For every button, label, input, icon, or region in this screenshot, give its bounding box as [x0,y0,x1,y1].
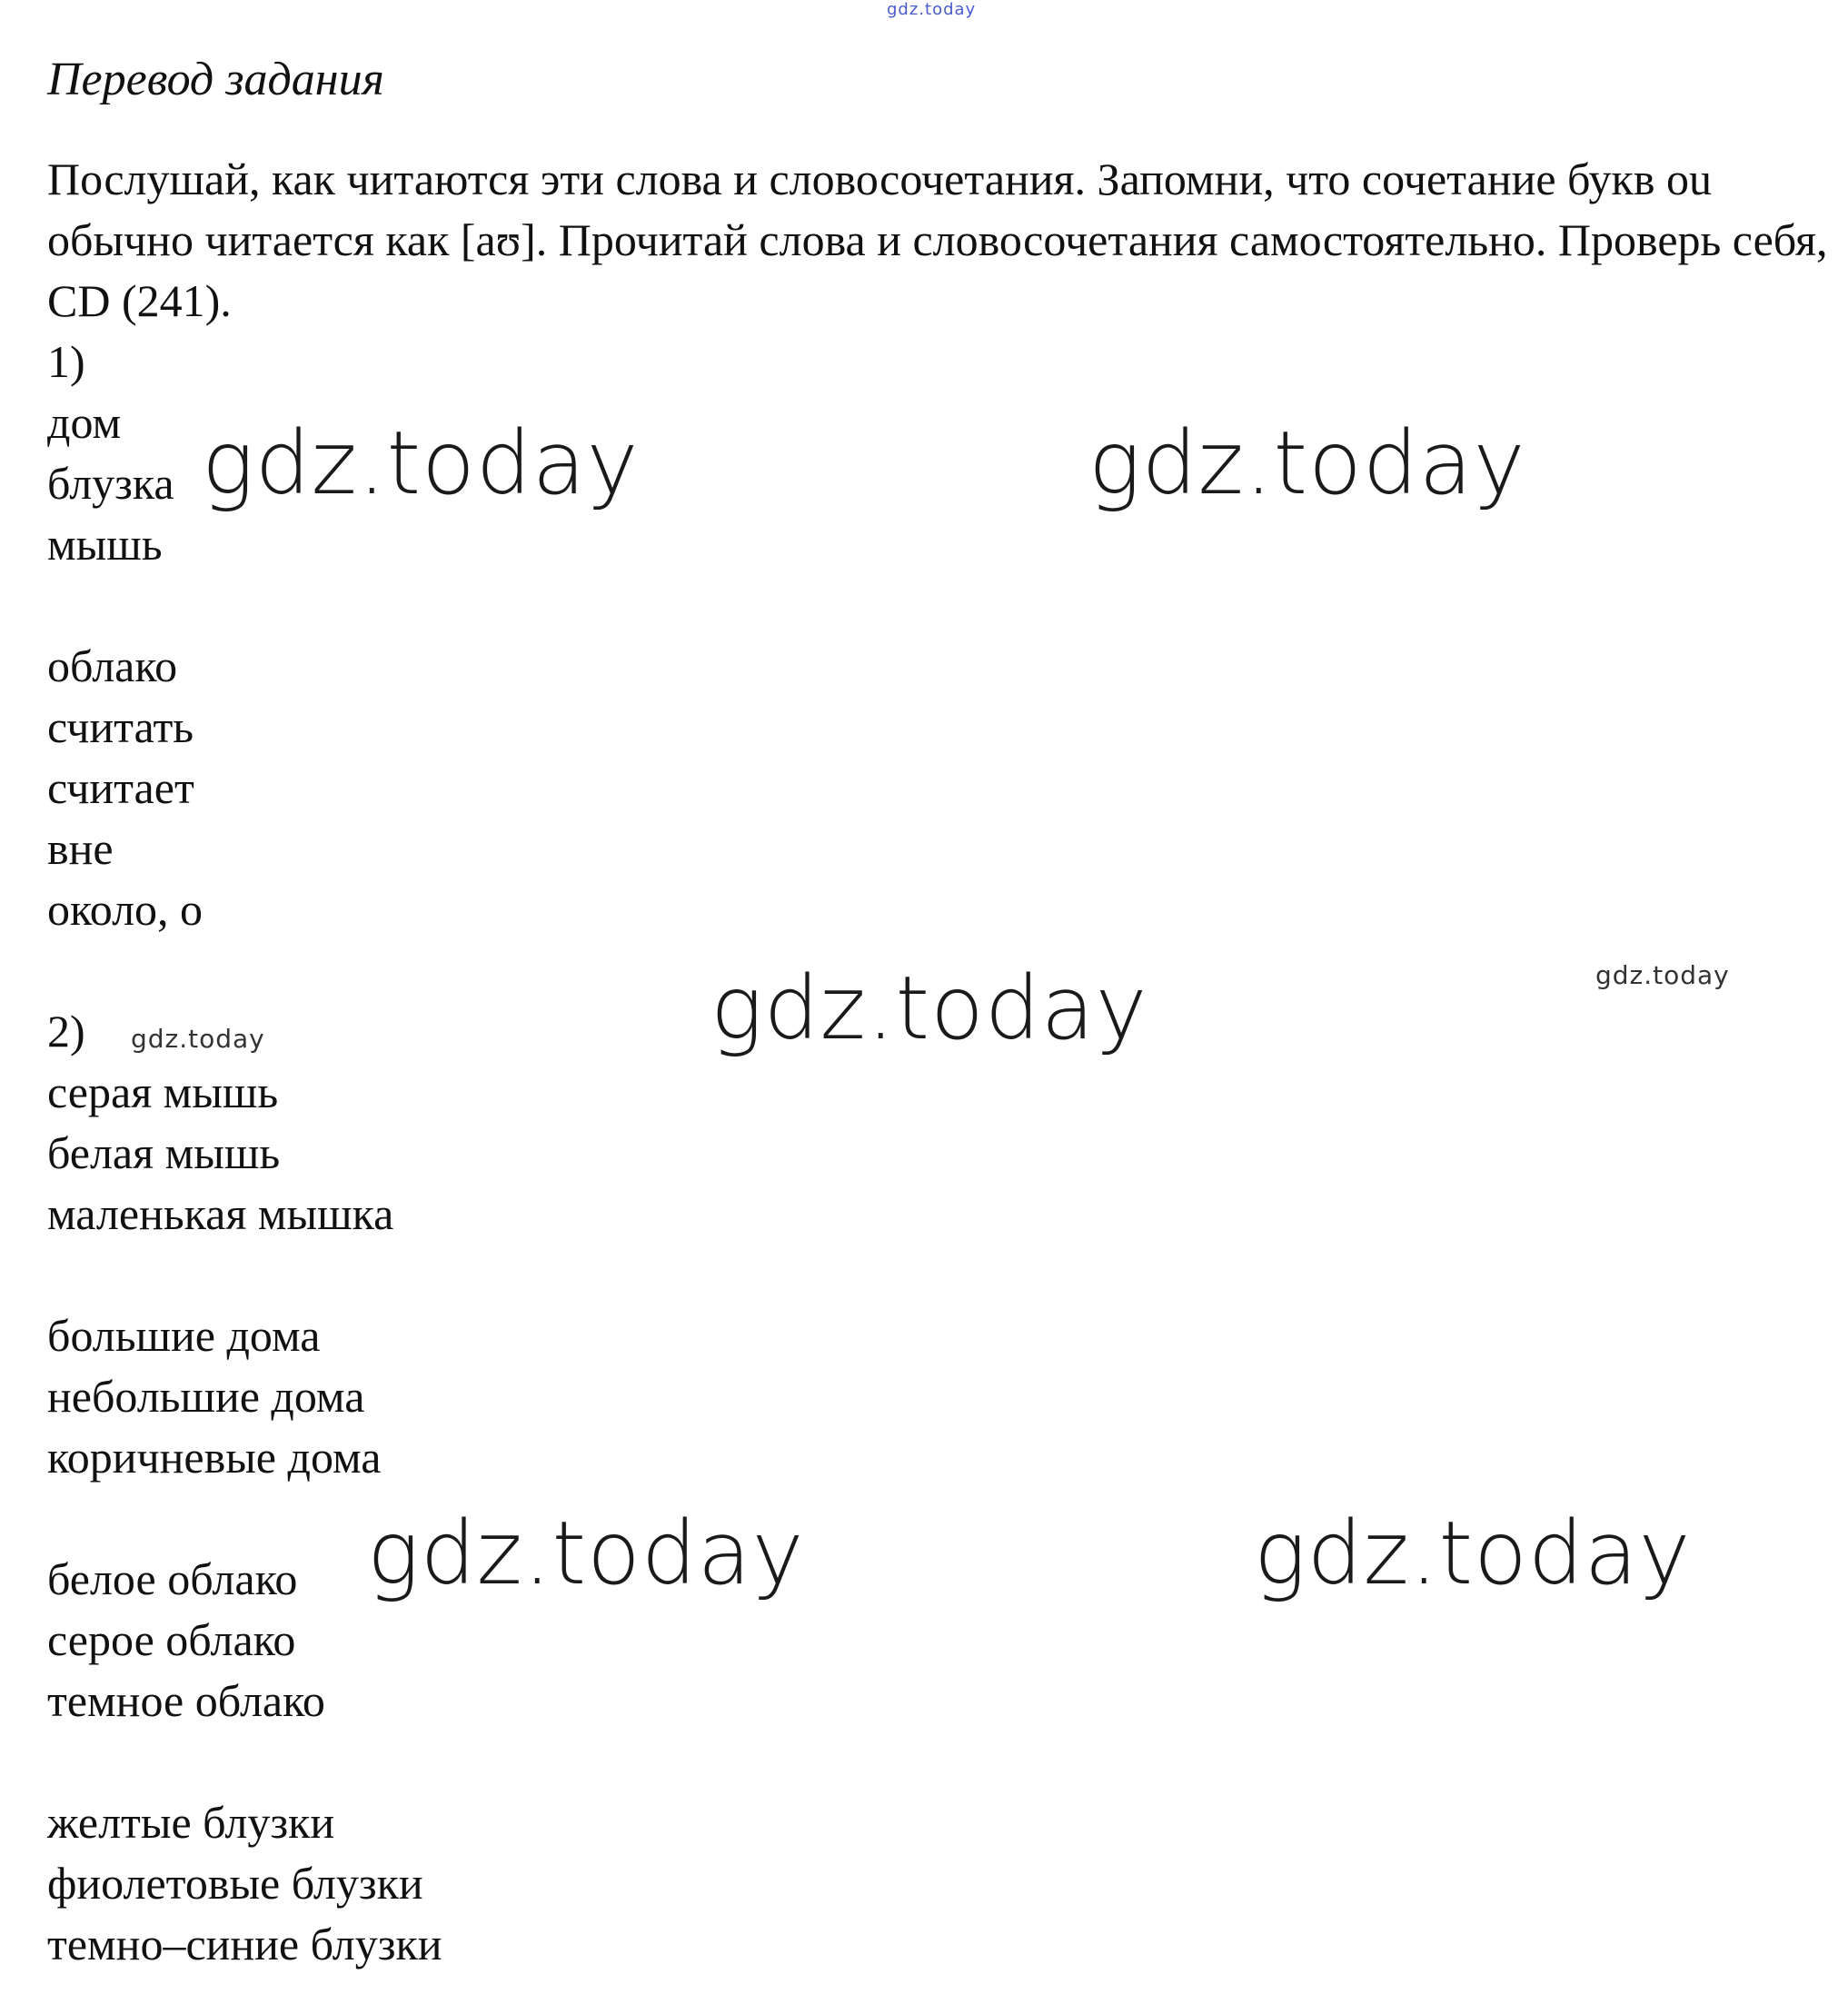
part2-phrase: белая мышь [47,1127,281,1178]
part1-word: мышь [47,519,163,570]
part1-word: около, о [47,884,204,935]
part1-word: облако [47,640,178,691]
watermark-large: gdz.today [1254,1503,1692,1604]
part2-phrase: фиолетовые блузки [47,1858,423,1909]
part2-phrase: темно–синие блузки [47,1919,442,1969]
part2-phrase: маленькая мышка [47,1188,394,1239]
part2-phrase: серая мышь [47,1066,279,1117]
part2-phrase: белое облако [47,1553,298,1604]
part1-word: считать [47,701,194,752]
instruction-text: Послушай, как читаются эти слова и словосочетания. Запомни, что сочетание букв ou обычно читается как [aʊ]. Прочитай слова и словосочетания самостоятельно. Проверь себя, CD (241). [47,154,1828,326]
watermark-large: gdz.today [710,957,1148,1059]
part2-phrase: серое облако [47,1614,296,1665]
part1-word: вне [47,823,114,874]
watermark-large: gdz.today [367,1503,805,1604]
part1-word: считает [47,762,194,813]
watermark-large: gdz.today [1088,412,1526,514]
part2-phrase: желтые блузки [47,1797,335,1848]
part1-word: блузка [47,458,174,509]
watermark-small: gdz.today [1595,960,1730,990]
watermark-small: gdz.today [131,1024,265,1054]
part2-phrase: большие дома [47,1310,321,1361]
part2-label: 2) [47,1006,85,1057]
part2-phrase: темное облако [47,1675,325,1726]
part2-phrase: коричневые дома [47,1432,382,1483]
heading: Перевод задания [47,54,384,105]
part2-phrase: небольшие дома [47,1371,365,1422]
part1-word: дом [47,397,122,448]
watermark-large: gdz.today [202,412,640,514]
watermark-top: gdz.today [887,0,977,19]
part1-label: 1) [47,336,85,387]
